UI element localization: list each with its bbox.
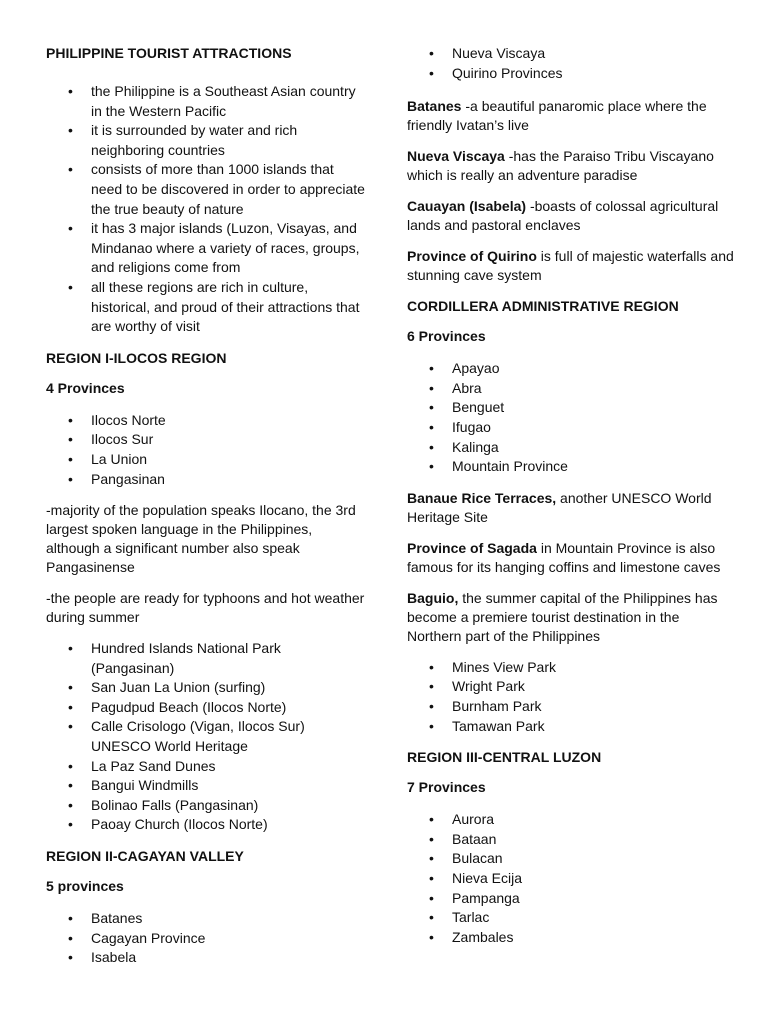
list-item: • Aurora — [407, 810, 737, 830]
region1-attraction-list — [46, 639, 368, 835]
list-item: • Wright Park — [407, 677, 737, 697]
list-item: • Nueva Viscaya — [407, 44, 737, 64]
list-item: • Apayao — [407, 359, 737, 379]
list-item: • Mines View Park — [407, 658, 737, 678]
nueva-viscaya-paragraph — [407, 147, 737, 185]
baguio-text: the summer capital of the Philippines has become a premiere tourist destination in the Northern part of the Philippines — [407, 589, 718, 644]
region3-count: 7 Provinces — [407, 779, 486, 796]
list-item: • Pangasinan — [46, 470, 368, 490]
quirino-paragraph — [407, 247, 737, 285]
list-item: • it has 3 major islands (Luzon, Visayas, and Mindanao where a variety of races, groups, and religions come from — [46, 219, 368, 278]
batanes-label: Batanes — [407, 98, 462, 115]
list-item: • San Juan La Union (surfing) — [46, 678, 368, 698]
batanes-text: -a beautiful panaromic place where the friendly Ivatan’s live — [407, 98, 707, 134]
list-item: • Nieva Ecija — [407, 869, 737, 889]
baguio-label: Baguio, — [407, 589, 459, 606]
list-item: • Mountain Province — [407, 457, 737, 477]
baguio-paragraph — [407, 589, 737, 646]
list-item: • Bataan — [407, 830, 737, 850]
list-item: • consists of more than 1000 islands that need to be discovered in order to appreciate the true beauty of nature — [46, 160, 368, 219]
list-item: • La Union — [46, 450, 368, 470]
car-heading: CORDILLERA ADMINISTRATIVE REGION — [407, 298, 679, 315]
batanes-paragraph — [407, 97, 737, 135]
baguio-park-list — [407, 658, 737, 736]
intro-list — [46, 82, 368, 337]
list-item: • Bangui Windmills — [46, 776, 368, 796]
region3-heading: REGION III-CENTRAL LUZON — [407, 749, 602, 766]
list-item: • Burnham Park — [407, 697, 737, 717]
list-item: • Pagudpud Beach (Ilocos Norte) — [46, 698, 368, 718]
right-column — [407, 44, 737, 959]
document-title: PHILIPPINE TOURIST ATTRACTIONS — [46, 45, 292, 61]
list-item: • Tarlac — [407, 908, 737, 928]
list-item: • all these regions are rich in culture, historical, and proud of their attractions that are worthy of visit — [46, 278, 368, 337]
region1-province-list — [46, 411, 368, 489]
list-item: • Batanes — [46, 909, 368, 929]
list-item: • Isabela — [46, 948, 368, 968]
list-item: • Zambales — [407, 928, 737, 948]
region2-province-list — [46, 909, 368, 968]
cauayan-label: Cauayan (Isabela) — [407, 198, 527, 215]
banaue-paragraph — [407, 489, 737, 527]
list-item: • Cagayan Province — [46, 929, 368, 949]
car-count: 6 Provinces — [407, 328, 486, 345]
list-item: • Ilocos Norte — [46, 411, 368, 431]
list-item: • Kalinga — [407, 438, 737, 458]
region1-paragraph-weather: -the people are ready for typhoons and hot weather during summer — [46, 590, 365, 626]
sagada-text: in Mountain Province is also famous for its hanging coffins and limestone caves — [407, 539, 721, 575]
list-item: • Benguet — [407, 398, 737, 418]
list-item: • Bulacan — [407, 849, 737, 869]
region1-heading: REGION I-ILOCOS REGION — [46, 349, 227, 366]
list-item: • Abra — [407, 379, 737, 399]
cauayan-text: -boasts of colossal agricultural lands and pastoral enclaves — [407, 198, 719, 234]
cauayan-paragraph — [407, 197, 737, 235]
region1-count: 4 Provinces — [46, 379, 125, 396]
left-column — [46, 44, 368, 980]
region1-paragraph-language: -majority of the population speaks Ilocano, the 3rd largest spoken language in the Philippines, although a significant number also speak Pangasinense — [46, 502, 356, 576]
banaue-text: another UNESCO World Heritage Site — [407, 489, 712, 525]
quirino-text: is full of majestic waterfalls and stunning cave system — [407, 248, 734, 284]
list-item: • Quirino Provinces — [407, 64, 737, 84]
car-province-list — [407, 359, 737, 477]
quirino-label: Province of Quirino — [407, 248, 537, 265]
region3-province-list — [407, 810, 737, 947]
list-item: • Ilocos Sur — [46, 430, 368, 450]
region2-heading: REGION II-CAGAYAN VALLEY — [46, 848, 244, 865]
region2-count: 5 provinces — [46, 878, 124, 895]
sagada-paragraph — [407, 539, 737, 577]
list-item: • Tamawan Park — [407, 717, 737, 737]
list-item: • La Paz Sand Dunes — [46, 757, 368, 777]
banaue-label: Banaue Rice Terraces, — [407, 489, 557, 506]
nueva-viscaya-label: Nueva Viscaya — [407, 148, 505, 165]
nueva-viscaya-text: -has the Paraiso Tribu Viscayano which is really an adventure paradise — [407, 148, 714, 184]
list-item: • the Philippine is a Southeast Asian country in the Western Pacific — [46, 82, 368, 121]
list-item: • Paoay Church (Ilocos Norte) — [46, 815, 368, 835]
list-item: • Ifugao — [407, 418, 737, 438]
list-item: • it is surrounded by water and rich neighboring countries — [46, 121, 368, 160]
region2-province-list-continued — [407, 44, 737, 83]
list-item: • Bolinao Falls (Pangasinan) — [46, 796, 368, 816]
list-item: • Pampanga — [407, 889, 737, 909]
list-item: • Calle Crisologo (Vigan, Ilocos Sur) UNESCO World Heritage — [46, 717, 368, 756]
sagada-label: Province of Sagada — [407, 539, 537, 556]
list-item: • Hundred Islands National Park (Pangasinan) — [46, 639, 368, 678]
